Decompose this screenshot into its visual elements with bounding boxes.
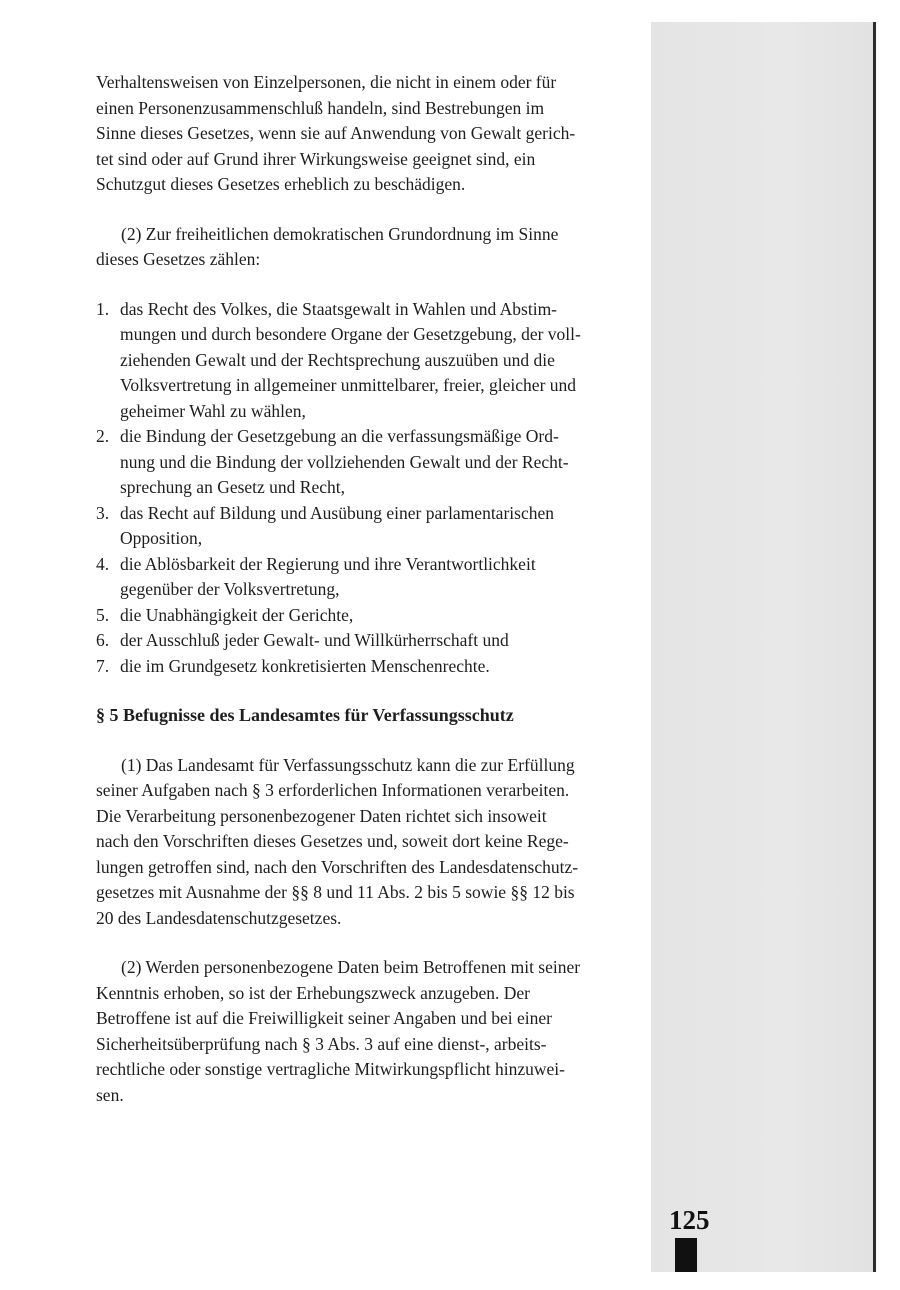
page-number: 125	[669, 1205, 710, 1235]
text-line: das Recht des Volkes, die Staatsgewalt in Wahlen und Abstim-	[120, 298, 558, 319]
text-line: nach den Vorschriften dieses Gesetzes und, soweit dort keine Rege-	[96, 831, 569, 851]
list-item	[96, 654, 636, 680]
list-number: 2.	[96, 426, 110, 446]
text-line: die im Grundgesetz konkretisierten Menschenrechte.	[120, 655, 490, 676]
text-line: rechtliche oder sonstige vertragliche Mitwirkungspflicht hinzuwei-	[96, 1059, 565, 1079]
text-line: Kenntnis erhoben, so ist der Erhebungszweck anzugeben. Der	[96, 982, 530, 1003]
list-number: 4.	[96, 553, 110, 574]
text-line: geheimer Wahl zu wählen,	[120, 400, 306, 421]
margin-shaded-column	[651, 22, 873, 1272]
text-line: seiner Aufgaben nach § 3 erforderlichen Informationen verarbeiten.	[96, 780, 570, 800]
text-line: Betroffene ist auf die Freiwilligkeit seiner Angaben und bei einer	[96, 1008, 552, 1028]
text-line: mungen und durch besondere Organe der Gesetzgebung, der voll-	[120, 324, 581, 344]
paragraph-2	[96, 222, 636, 273]
section5-paragraph-1	[96, 753, 636, 932]
text-line: das Recht auf Bildung und Ausübung einer parlamentarischen	[120, 502, 554, 523]
text-line: die Ablösbarkeit der Regierung und ihre Verantwortlichkeit	[120, 553, 536, 574]
text-line: ziehenden Gewalt und der Rechtsprechung auszuüben und die	[120, 349, 555, 370]
text-line: sprechung an Gesetz und Recht,	[120, 477, 345, 497]
text-line: der Ausschluß jeder Gewalt- und Willkürherrschaft und	[120, 630, 509, 650]
text-line: Sicherheitsüberprüfung nach § 3 Abs. 3 auf eine dienst-, arbeits-	[96, 1033, 547, 1054]
list-number: 1.	[96, 298, 110, 319]
list-item	[96, 501, 636, 552]
text-line: einen Personenzusammenschluß handeln, sind Bestrebungen im	[96, 97, 545, 118]
text-line: Opposition,	[120, 528, 203, 548]
text-line: (2) Werden personenbezogene Daten beim Betroffenen mit seiner	[121, 957, 581, 977]
text-line: Die Verarbeitung personenbezogener Daten richtet sich insoweit	[96, 805, 547, 826]
text-line: 20 des Landesdatenschutzgesetzes.	[96, 907, 342, 928]
text-line: nung und die Bindung der vollziehenden Gewalt und der Recht-	[120, 451, 569, 472]
text-line: gegenüber der Volksvertretung,	[120, 579, 340, 599]
text-line: Verhaltensweisen von Einzelpersonen, die nicht in einem oder für	[96, 72, 557, 92]
list-item	[96, 603, 636, 629]
intro-paragraph	[96, 70, 636, 198]
text-line: Volksvertretung in allgemeiner unmittelbarer, freier, gleicher und	[120, 375, 577, 395]
list-number: 3.	[96, 502, 110, 523]
text-line: (1) Das Landesamt für Verfassungsschutz kann die zur Erfüllung	[121, 754, 575, 775]
page-body	[96, 70, 636, 1108]
text-line: tet sind oder auf Grund ihrer Wirkungsweise geeignet sind, ein	[96, 148, 536, 169]
text-line: die Unabhängigkeit der Gerichte,	[120, 604, 354, 625]
text-line: gesetzes mit Ausnahme der §§ 8 und 11 Abs. 2 bis 5 sowie §§ 12 bis	[96, 882, 575, 902]
list-item	[96, 424, 636, 501]
list-item	[96, 297, 636, 425]
text-line: die Bindung der Gesetzgebung an die verfassungsmäßige Ord-	[120, 426, 559, 446]
list-number: 5.	[96, 604, 110, 625]
section-heading: § 5 Befugnisse des Landesamtes für Verfassungsschutz	[96, 705, 514, 725]
text-line: Schutzgut dieses Gesetzes erheblich zu beschädigen.	[96, 174, 466, 194]
text-line: lungen getroffen sind, nach den Vorschriften des Landesdatenschutz-	[96, 856, 579, 877]
page-edge-line	[873, 22, 876, 1272]
text-line: sen.	[96, 1084, 124, 1105]
text-line: Sinne dieses Gesetzes, wenn sie auf Anwendung von Gewalt gerich-	[96, 123, 576, 143]
section5-paragraph-2	[96, 955, 636, 1108]
grundordnung-list	[96, 297, 636, 680]
list-number: 6.	[96, 630, 110, 650]
text-line: dieses Gesetzes zählen:	[96, 249, 261, 269]
list-item	[96, 552, 636, 603]
text-line: (2) Zur freiheitlichen demokratischen Grundordnung im Sinne	[121, 223, 559, 244]
list-number: 7.	[96, 655, 110, 676]
page-marker-block	[675, 1238, 697, 1272]
list-item	[96, 628, 636, 654]
